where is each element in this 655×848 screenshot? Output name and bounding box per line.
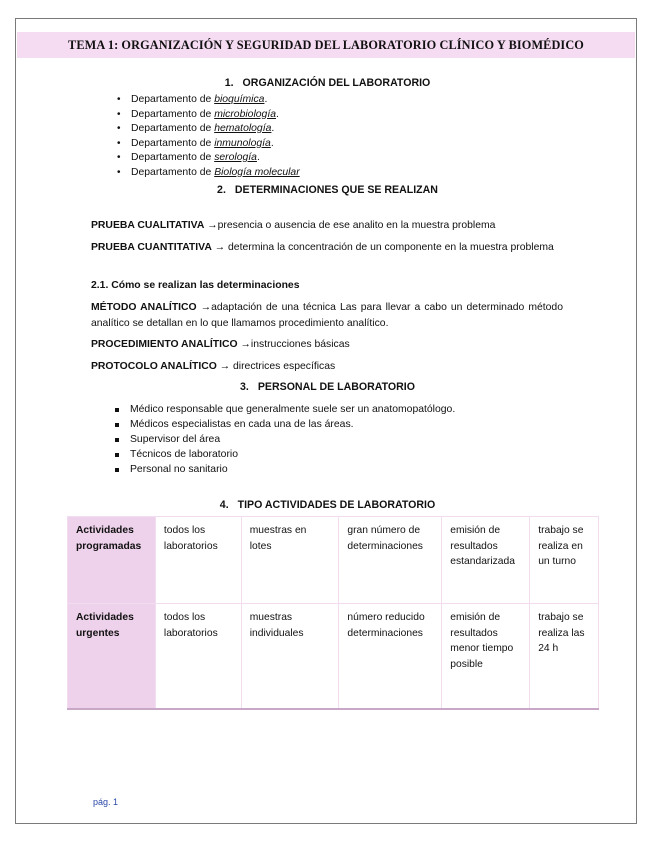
table-cell: gran número de determinaciones — [339, 517, 442, 604]
list-item — [93, 93, 300, 108]
list-item: Médicos especialistas en cada una de las áreas. — [112, 417, 455, 432]
section4-title: TIPO ACTIVIDADES DE LABORATORIO — [237, 499, 436, 511]
table-cell: todos los laboratorios — [155, 604, 241, 710]
table-cell: muestras individuales — [241, 604, 339, 710]
dept-prefix: Departamento de — [131, 152, 215, 163]
dept-term: bioquímica — [214, 94, 265, 105]
dept-term: Biología molecular — [214, 166, 300, 178]
term-text: →instrucciones básicas — [237, 339, 350, 350]
section1-title: ORGANIZACIÓN DEL LABORATORIO — [242, 77, 431, 89]
section3-title: PERSONAL DE LABORATORIO — [257, 381, 415, 393]
term-text: adaptación de una técnica Las para llevar a cabo un determinado método analítico se detallan en lo que llamamos procedimiento analítico. — [91, 302, 563, 329]
list-item: Personal no sanitario — [112, 462, 455, 477]
dept-end: . — [275, 108, 279, 120]
dept-end: . — [264, 94, 268, 105]
dept-term: microbiología — [214, 108, 276, 120]
metodo-analitico — [91, 300, 563, 331]
section2-heading — [0, 184, 655, 196]
section3-heading — [0, 381, 655, 393]
table-row — [68, 517, 599, 604]
section2-title: DETERMINACIONES QUE SE REALIZAN — [234, 184, 438, 196]
dept-prefix: Departamento de — [131, 166, 215, 178]
term-label: PROTOCOLO ANALÍTICO — [91, 361, 217, 372]
prueba-cualitativa — [91, 218, 563, 234]
table-cell: todos los laboratorios — [155, 517, 241, 604]
list-item — [93, 137, 300, 152]
prueba-cuantitativa — [91, 240, 563, 256]
term-text: → directrices específicas — [216, 361, 336, 372]
term-label: MÉTODO ANALÍTICO → — [91, 302, 212, 313]
section1-number: 1. — [224, 77, 234, 89]
section1-heading — [0, 77, 655, 89]
dept-term: inmunología — [214, 137, 271, 149]
dept-prefix: Departamento de — [131, 137, 215, 149]
list-item — [93, 108, 300, 123]
protocolo-analitico — [91, 359, 563, 375]
term-label: PROCEDIMIENTO ANALÍTICO — [91, 339, 238, 350]
row-header: Actividades urgentes — [68, 604, 156, 710]
staff-list — [112, 402, 455, 477]
section2-number: 2. — [217, 184, 226, 196]
table-cell: emisión de resultados menor tiempo posible — [442, 604, 530, 710]
list-item: Supervisor del área — [112, 432, 455, 447]
list-item: Médico responsable que generalmente suele ser un anatomopatólogo. — [112, 402, 455, 417]
dept-term: hematología — [214, 123, 272, 134]
list-item — [93, 122, 300, 137]
dept-term: serología — [214, 152, 257, 163]
page-number: pág. 1 — [93, 797, 119, 807]
list-item — [93, 151, 300, 166]
dept-prefix: Departamento de — [131, 123, 215, 134]
dept-end: . — [256, 152, 260, 163]
list-item: Técnicos de laboratorio — [112, 447, 455, 462]
term-label: PRUEBA CUALITATIVA — [91, 220, 205, 231]
row-header: Actividades programadas — [68, 517, 156, 604]
table-cell: trabajo se realiza en un turno — [530, 517, 599, 604]
activities-table — [67, 516, 599, 710]
term-text: →presencia o ausencia de ese analito en la muestra problema — [204, 220, 496, 231]
term-label: PRUEBA CUANTITATIVA — [91, 242, 212, 253]
section4-number: 4. — [219, 499, 229, 511]
dept-prefix: Departamento de — [131, 108, 215, 120]
dept-end: . — [271, 123, 275, 134]
subsection-heading: 2.1. Cómo se realizan las determinaciones — [91, 280, 300, 291]
table-cell: muestras en lotes — [241, 517, 339, 604]
document-title: TEMA 1: ORGANIZACIÓN Y SEGURIDAD DEL LABORATORIO CLÍNICO Y BIOMÉDICO — [17, 32, 635, 58]
table-cell: trabajo se realiza las 24 h — [530, 604, 599, 710]
department-list — [93, 93, 300, 180]
dept-end: . — [270, 137, 274, 149]
section4-heading — [0, 499, 655, 511]
section3-number: 3. — [240, 381, 249, 393]
table-row — [68, 604, 599, 710]
term-text: → determina la concentración de un componente en la muestra problema — [211, 242, 554, 253]
table-cell: número reducido determinaciones — [339, 604, 442, 710]
dept-prefix: Departamento de — [131, 94, 215, 105]
list-item — [93, 166, 300, 181]
procedimiento-analitico — [91, 337, 563, 353]
table-cell: emisión de resultados estandarizada — [442, 517, 530, 604]
